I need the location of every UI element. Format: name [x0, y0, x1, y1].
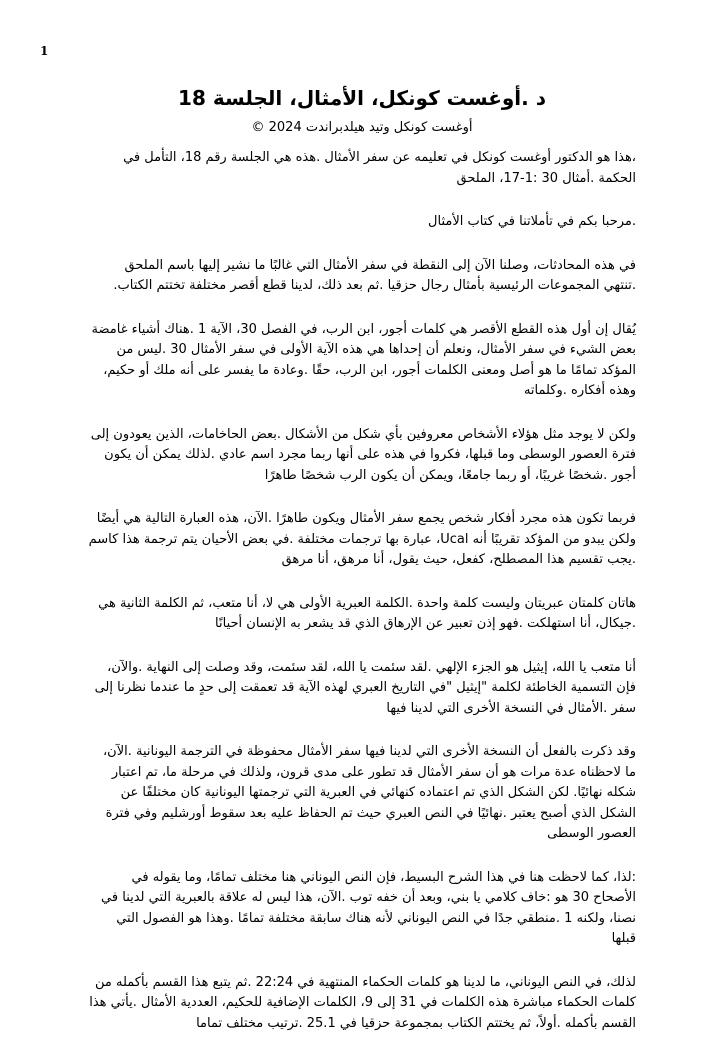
paragraph: أنا متعب يا الله، إيثيل هو الجزء الإلهي .لقد سئمت يا الله، لقد سئمت، وقد وصلت إلى النهاية .والآن، فإن التسمية الخاطئة لكلمة "إيثيل "في التاريخ العبري لهذه الآية قد تعمقت إلى حدٍ ما عندما نظرنا إلى سفر .الأمثال في النسخة الأخرى التي لدينا فيها: [94, 659, 636, 716]
paragraph: ولكن لا يوجد مثل هؤلاء الأشخاص معروفين بأي شكل من الأشكال .بعض الحاخامات، الذين يعودون إلى فترة العصور الوسطى وما قبلها، فكروا في هذه على أنها ربما مجرد اسم عادي .لذلك يمكن أن يكون أجور .شخصًا غريبًا، أو ربما جامعًا، ويمكن أن يكون الرب شخصًا طاهرًا: [90, 426, 636, 483]
paragraph: هاتان كلمتان عبريتان وليست كلمة واحدة .الكلمة العبرية الأولى هي لا، أنا متعب، ثم الكلمة الثانية هي .جيكال، أنا استهلكت .فهو إذن تعبير عن الإرهاق الذي قد يشعر به الإنسان أحيانًا: [98, 595, 636, 631]
paragraph: ،هذا هو الدكتور أوغست كونكل في تعليمه عن سفر الأمثال .هذه هي الجلسة رقم 18، التأمل في الحكمة .أمثال 30 :1-17، الملحق: [123, 150, 636, 186]
copyright-line: أوغست كونكل وتيد هيلدبراندت 2024 ©: [251, 120, 473, 135]
paragraph: .مرحبا بكم في تأملاتنا في كتاب الأمثال: [428, 214, 636, 229]
paragraph: لذلك، في النص اليوناني، ما لدينا هو كلمات الحكماء المنتهية في 22:24 .ثم يتبع هذا القسم بأكمله من كلمات الحكماء مباشرة هذه الكلمات في 31 إلى 9، الكلمات الإضافية للحكيم، العددية الأمثال .يأتي هذا القسم بأكمله .أولاً، ثم يختتم الكتاب بمجموعة حزقيا في 25.1 .ترتيب مختلف تماما: [89, 974, 636, 1031]
page-number: 1: [40, 44, 49, 58]
paragraph: يُقال إن أول هذه القطع الأقصر هي كلمات أجور، ابن الرب، في الفصل 30، الآية 1 .هناك أشياء غامضة بعض الشيء في سفر الأمثال، ونعلم أن إحداها هي هذه الآية الأولى في سفر الأمثال 30 .ليس من المؤكد تمامًا ما هو أصل ومعنى الكلمات أجور، ابن الرب، حقًا .وعادة ما يفسر على أنه ملك أو حكيم، وهذه أفكاره .وكلماته: [91, 321, 636, 398]
document-body: [88, 148, 636, 1057]
paragraph: في هذه المحادثات، وصلنا الآن إلى النقطة في سفر الأمثال التي غالبًا ما نشير إليها باسم الملحق .تنتهي المجموعات الرئيسية بأمثال رجال حزقيا .ثم بعد ذلك، لدينا قطع أقصر مختلفة تختتم الكتاب.: [113, 257, 636, 293]
paragraph: وقد ذكرت بالفعل أن النسخة الأخرى التي لدينا فيها سفر الأمثال محفوظة في الترجمة اليونانية .الآن، ما لاحظناه عدة مرات هو أن سفر الأمثال قد تطور على مدى قرون، ولذلك في مرحلة ما، تم اعتبار شكله نهائيًا. لكن الشكل الذي تم اعتماده كنهائي في العبرية التي ترجمتها اليونانية كان مختلفًا عن الشكل الذي أصبح يعتبر .نهائيًا في النص العبري حيث تم الحفاظ عليه بعد سقوط أورشليم وفي فترة العصور الوسطى: [102, 744, 636, 841]
document-title: د .أوغست كونكل، الأمثال، الجلسة 18: [178, 86, 546, 110]
paragraph: فربما تكون هذه مجرد أفكار شخص يجمع سفر الأمثال ويكون طاهرًا .الآن، هذه العبارة التالية هي أيضًا ولكن يبدو من المؤكد تقريبًا أنه Ucal، عبارة بها ترجمات مختلفة .في بعض الأحيان يتم ترجمة هذا كاسم .يجب تقسيم هذا المصطلح، كفعل، حيث يقول، أنا مرهق، أنا مرهق: [88, 511, 636, 567]
paragraph: :لذا، كما لاحظت هنا في هذا الشرح البسيط، فإن النص اليوناني هنا مختلف تمامًا، وما يقوله في الأصحاح 30 هو :خاف كلامي يا بني، وبعد أن خفه توب .الآن، هذا ليس له علاقة بالعبرية التي لدينا في نصنا، ولكنه 1 .منطقي جدًا في النص اليوناني لأنه هناك سابقة مختلفة تمامًا .وهذا هو الفصول التي قبلها: [101, 869, 636, 946]
